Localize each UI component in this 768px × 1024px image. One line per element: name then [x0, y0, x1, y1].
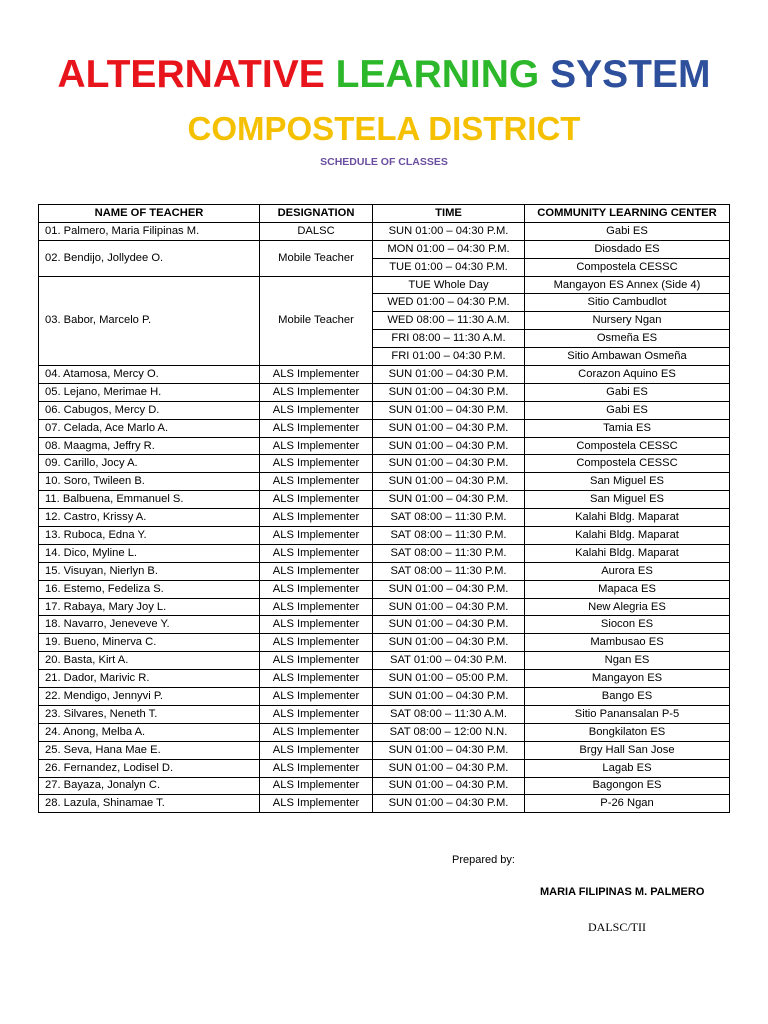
col-header-designation: DESIGNATION	[260, 205, 373, 223]
teacher-name-cell: 06. Cabugos, Mercy D.	[39, 401, 260, 419]
clc-cell: Kalahi Bldg. Maparat	[525, 544, 730, 562]
teacher-name-cell: 17. Rabaya, Mary Joy L.	[39, 598, 260, 616]
table-row	[39, 276, 730, 294]
clc-cell: Aurora ES	[525, 562, 730, 580]
table-row	[39, 544, 730, 562]
designation-cell: ALS Implementer	[260, 544, 373, 562]
designation-cell: ALS Implementer	[260, 419, 373, 437]
table-row	[39, 705, 730, 723]
time-cell: SUN 01:00 – 04:30 P.M.	[373, 580, 525, 598]
clc-cell: Kalahi Bldg. Maparat	[525, 527, 730, 545]
table-row	[39, 741, 730, 759]
time-cell: SUN 01:00 – 04:30 P.M.	[373, 616, 525, 634]
teacher-name-cell: 12. Castro, Krissy A.	[39, 509, 260, 527]
col-header-clc: COMMUNITY LEARNING CENTER	[525, 205, 730, 223]
table-row	[39, 598, 730, 616]
signatory-name: MARIA FILIPINAS M. PALMERO	[540, 886, 705, 898]
table-row	[39, 777, 730, 795]
designation-cell: ALS Implementer	[260, 777, 373, 795]
clc-cell: Mangayon ES	[525, 670, 730, 688]
time-cell: SAT 08:00 – 11:30 P.M.	[373, 509, 525, 527]
designation-cell: ALS Implementer	[260, 580, 373, 598]
table-row	[39, 509, 730, 527]
table-row	[39, 401, 730, 419]
clc-cell: Bango ES	[525, 688, 730, 706]
table-row	[39, 240, 730, 258]
clc-cell: Sitio Ambawan Osmeña	[525, 348, 730, 366]
designation-cell: ALS Implementer	[260, 598, 373, 616]
time-cell: SAT 01:00 – 04:30 P.M.	[373, 652, 525, 670]
designation-cell: ALS Implementer	[260, 437, 373, 455]
designation-cell: ALS Implementer	[260, 527, 373, 545]
title-word-system: SYSTEM	[550, 53, 711, 96]
time-cell: SUN 01:00 – 04:30 P.M.	[373, 383, 525, 401]
table-row	[39, 634, 730, 652]
table-row	[39, 723, 730, 741]
designation-cell: ALS Implementer	[260, 509, 373, 527]
clc-cell: Mambusao ES	[525, 634, 730, 652]
teacher-name-cell: 16. Estemo, Fedeliza S.	[39, 580, 260, 598]
teacher-name-cell: 20. Basta, Kirt A.	[39, 652, 260, 670]
clc-cell: Osmeña ES	[525, 330, 730, 348]
prepared-by-label: Prepared by:	[452, 854, 515, 866]
table-row	[39, 688, 730, 706]
clc-cell: Gabi ES	[525, 222, 730, 240]
time-cell: SAT 08:00 – 11:30 P.M.	[373, 544, 525, 562]
clc-cell: Sitio Cambudlot	[525, 294, 730, 312]
clc-cell: Mapaca ES	[525, 580, 730, 598]
teacher-name-cell: 19. Bueno, Minerva C.	[39, 634, 260, 652]
designation-cell: ALS Implementer	[260, 473, 373, 491]
table-row	[39, 437, 730, 455]
clc-cell: Ngan ES	[525, 652, 730, 670]
time-cell: SUN 01:00 – 05:00 P.M.	[373, 670, 525, 688]
teacher-name-cell: 10. Soro, Twileen B.	[39, 473, 260, 491]
clc-cell: San Miguel ES	[525, 491, 730, 509]
designation-cell: ALS Implementer	[260, 455, 373, 473]
clc-cell: New Alegria ES	[525, 598, 730, 616]
time-cell: SAT 08:00 – 11:30 P.M.	[373, 562, 525, 580]
table-header-row	[39, 205, 730, 223]
schedule-table	[38, 204, 730, 813]
teacher-name-cell: 18. Navarro, Jeneveve Y.	[39, 616, 260, 634]
time-cell: SUN 01:00 – 04:30 P.M.	[373, 598, 525, 616]
time-cell: SUN 01:00 – 04:30 P.M.	[373, 795, 525, 813]
table-row	[39, 795, 730, 813]
clc-cell: Diosdado ES	[525, 240, 730, 258]
teacher-name-cell: 09. Carillo, Jocy A.	[39, 455, 260, 473]
designation-cell: ALS Implementer	[260, 723, 373, 741]
time-cell: SUN 01:00 – 04:30 P.M.	[373, 455, 525, 473]
designation-cell: Mobile Teacher	[260, 240, 373, 276]
designation-cell: ALS Implementer	[260, 616, 373, 634]
teacher-name-cell: 13. Ruboca, Edna Y.	[39, 527, 260, 545]
time-cell: FRI 01:00 – 04:30 P.M.	[373, 348, 525, 366]
clc-cell: Compostela CESSC	[525, 455, 730, 473]
teacher-name-cell: 26. Fernandez, Lodisel D.	[39, 759, 260, 777]
designation-cell: ALS Implementer	[260, 795, 373, 813]
time-cell: SUN 01:00 – 04:30 P.M.	[373, 222, 525, 240]
document-title	[0, 52, 768, 98]
teacher-name-cell: 05. Lejano, Merimae H.	[39, 383, 260, 401]
time-cell: SUN 01:00 – 04:30 P.M.	[373, 437, 525, 455]
designation-cell: ALS Implementer	[260, 688, 373, 706]
table-row	[39, 419, 730, 437]
table-row	[39, 366, 730, 384]
table-row	[39, 670, 730, 688]
table-row	[39, 652, 730, 670]
table-row	[39, 527, 730, 545]
table-row	[39, 491, 730, 509]
teacher-name-cell: 11. Balbuena, Emmanuel S.	[39, 491, 260, 509]
time-cell: SUN 01:00 – 04:30 P.M.	[373, 741, 525, 759]
designation-cell: ALS Implementer	[260, 759, 373, 777]
designation-cell: ALS Implementer	[260, 401, 373, 419]
clc-cell: Gabi ES	[525, 383, 730, 401]
teacher-name-cell: 25. Seva, Hana Mae E.	[39, 741, 260, 759]
teacher-name-cell: 01. Palmero, Maria Filipinas M.	[39, 222, 260, 240]
designation-cell: ALS Implementer	[260, 383, 373, 401]
time-cell: SUN 01:00 – 04:30 P.M.	[373, 401, 525, 419]
clc-cell: Mangayon ES Annex (Side 4)	[525, 276, 730, 294]
time-cell: WED 08:00 – 11:30 A.M.	[373, 312, 525, 330]
teacher-name-cell: 21. Dador, Marivic R.	[39, 670, 260, 688]
schedule-body	[39, 222, 730, 812]
teacher-name-cell: 14. Dico, Myline L.	[39, 544, 260, 562]
teacher-name-cell: 02. Bendijo, Jollydee O.	[39, 240, 260, 276]
col-header-time: TIME	[373, 205, 525, 223]
designation-cell: ALS Implementer	[260, 652, 373, 670]
clc-cell: Compostela CESSC	[525, 258, 730, 276]
time-cell: SUN 01:00 – 04:30 P.M.	[373, 491, 525, 509]
district-title: COMPOSTELA DISTRICT	[187, 110, 581, 147]
schedule-subtitle: SCHEDULE OF CLASSES	[320, 156, 448, 168]
clc-cell: Gabi ES	[525, 401, 730, 419]
time-cell: SUN 01:00 – 04:30 P.M.	[373, 634, 525, 652]
clc-cell: Compostela CESSC	[525, 437, 730, 455]
table-row	[39, 616, 730, 634]
teacher-name-cell: 24. Anong, Melba A.	[39, 723, 260, 741]
clc-cell: Sitio Panansalan P-5	[525, 705, 730, 723]
table-row	[39, 759, 730, 777]
designation-cell: ALS Implementer	[260, 741, 373, 759]
teacher-name-cell: 07. Celada, Ace Marlo A.	[39, 419, 260, 437]
time-cell: SUN 01:00 – 04:30 P.M.	[373, 777, 525, 795]
teacher-name-cell: 22. Mendigo, Jennyvi P.	[39, 688, 260, 706]
clc-cell: Tamia ES	[525, 419, 730, 437]
teacher-name-cell: 04. Atamosa, Mercy O.	[39, 366, 260, 384]
clc-cell: Lagab ES	[525, 759, 730, 777]
clc-cell: Bongkilaton ES	[525, 723, 730, 741]
time-cell: TUE Whole Day	[373, 276, 525, 294]
time-cell: SAT 08:00 – 11:30 P.M.	[373, 527, 525, 545]
time-cell: SUN 01:00 – 04:30 P.M.	[373, 688, 525, 706]
teacher-name-cell: 23. Silvares, Neneth T.	[39, 705, 260, 723]
clc-cell: Siocon ES	[525, 616, 730, 634]
table-row	[39, 473, 730, 491]
table-row	[39, 580, 730, 598]
clc-cell: P-26 Ngan	[525, 795, 730, 813]
title-word-learning: LEARNING	[335, 53, 540, 96]
col-header-teacher: NAME OF TEACHER	[39, 205, 260, 223]
time-cell: FRI 08:00 – 11:30 A.M.	[373, 330, 525, 348]
clc-cell: Bagongon ES	[525, 777, 730, 795]
teacher-name-cell: 28. Lazula, Shinamae T.	[39, 795, 260, 813]
teacher-name-cell: 15. Visuyan, Nierlyn B.	[39, 562, 260, 580]
table-row	[39, 562, 730, 580]
designation-cell: ALS Implementer	[260, 634, 373, 652]
signatory-position: DALSC/TII	[588, 920, 646, 934]
title-word-alternative: ALTERNATIVE	[57, 53, 325, 96]
time-cell: TUE 01:00 – 04:30 P.M.	[373, 258, 525, 276]
clc-cell: Brgy Hall San Jose	[525, 741, 730, 759]
table-row	[39, 383, 730, 401]
time-cell: MON 01:00 – 04:30 P.M.	[373, 240, 525, 258]
clc-cell: Corazon Aquino ES	[525, 366, 730, 384]
time-cell: SUN 01:00 – 04:30 P.M.	[373, 759, 525, 777]
teacher-name-cell: 27. Bayaza, Jonalyn C.	[39, 777, 260, 795]
time-cell: SUN 01:00 – 04:30 P.M.	[373, 473, 525, 491]
table-row	[39, 455, 730, 473]
time-cell: WED 01:00 – 04:30 P.M.	[373, 294, 525, 312]
designation-cell: ALS Implementer	[260, 366, 373, 384]
designation-cell: Mobile Teacher	[260, 276, 373, 365]
time-cell: SAT 08:00 – 12:00 N.N.	[373, 723, 525, 741]
clc-cell: Nursery Ngan	[525, 312, 730, 330]
teacher-name-cell: 08. Maagma, Jeffry R.	[39, 437, 260, 455]
designation-cell: ALS Implementer	[260, 562, 373, 580]
designation-cell: ALS Implementer	[260, 670, 373, 688]
clc-cell: San Miguel ES	[525, 473, 730, 491]
table-row	[39, 222, 730, 240]
clc-cell: Kalahi Bldg. Maparat	[525, 509, 730, 527]
designation-cell: DALSC	[260, 222, 373, 240]
teacher-name-cell: 03. Babor, Marcelo P.	[39, 276, 260, 365]
time-cell: SUN 01:00 – 04:30 P.M.	[373, 419, 525, 437]
time-cell: SUN 01:00 – 04:30 P.M.	[373, 366, 525, 384]
designation-cell: ALS Implementer	[260, 705, 373, 723]
time-cell: SAT 08:00 – 11:30 A.M.	[373, 705, 525, 723]
designation-cell: ALS Implementer	[260, 491, 373, 509]
